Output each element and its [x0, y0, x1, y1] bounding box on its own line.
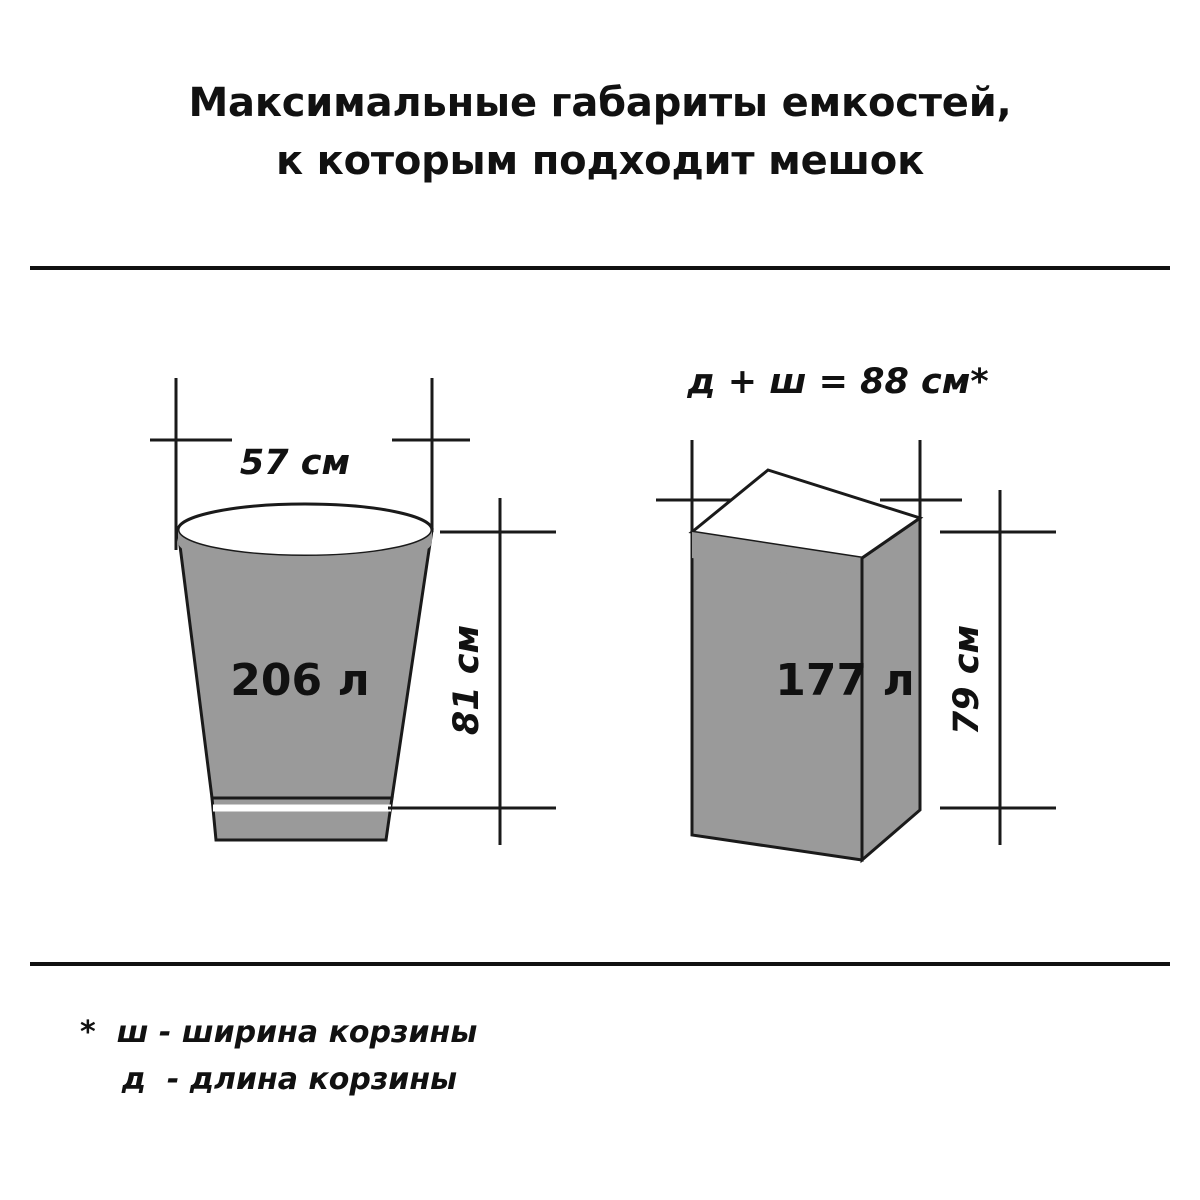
footnote-line-2: д - длина корзины	[80, 1061, 458, 1097]
rect-bin-height-label: 79 см	[947, 624, 987, 736]
round-bin-top-label: 57 см	[239, 443, 351, 483]
round-bin-group	[150, 378, 556, 845]
footnote-line-1: * ш - ширина корзины	[80, 1015, 478, 1050]
title-line-1: Максимальные габариты емкостей,	[188, 80, 1012, 126]
round-bin-base	[212, 798, 392, 840]
round-bin-rim	[178, 504, 432, 556]
rect-bin-volume-label: 177 л	[775, 655, 915, 706]
diagram-area	[0, 300, 1200, 920]
divider-bottom	[30, 962, 1170, 966]
round-bin-volume-label: 206 л	[230, 655, 370, 706]
rect-bin-group	[656, 362, 1056, 860]
divider-top	[30, 266, 1170, 270]
rect-bin-top-label: д + ш = 88 см*	[687, 362, 989, 402]
title-line-2: к которым подходит мешок	[275, 138, 925, 184]
round-bin-height-label: 81 см	[447, 624, 487, 736]
footnotes	[80, 1010, 477, 1103]
page-title	[0, 74, 1200, 190]
